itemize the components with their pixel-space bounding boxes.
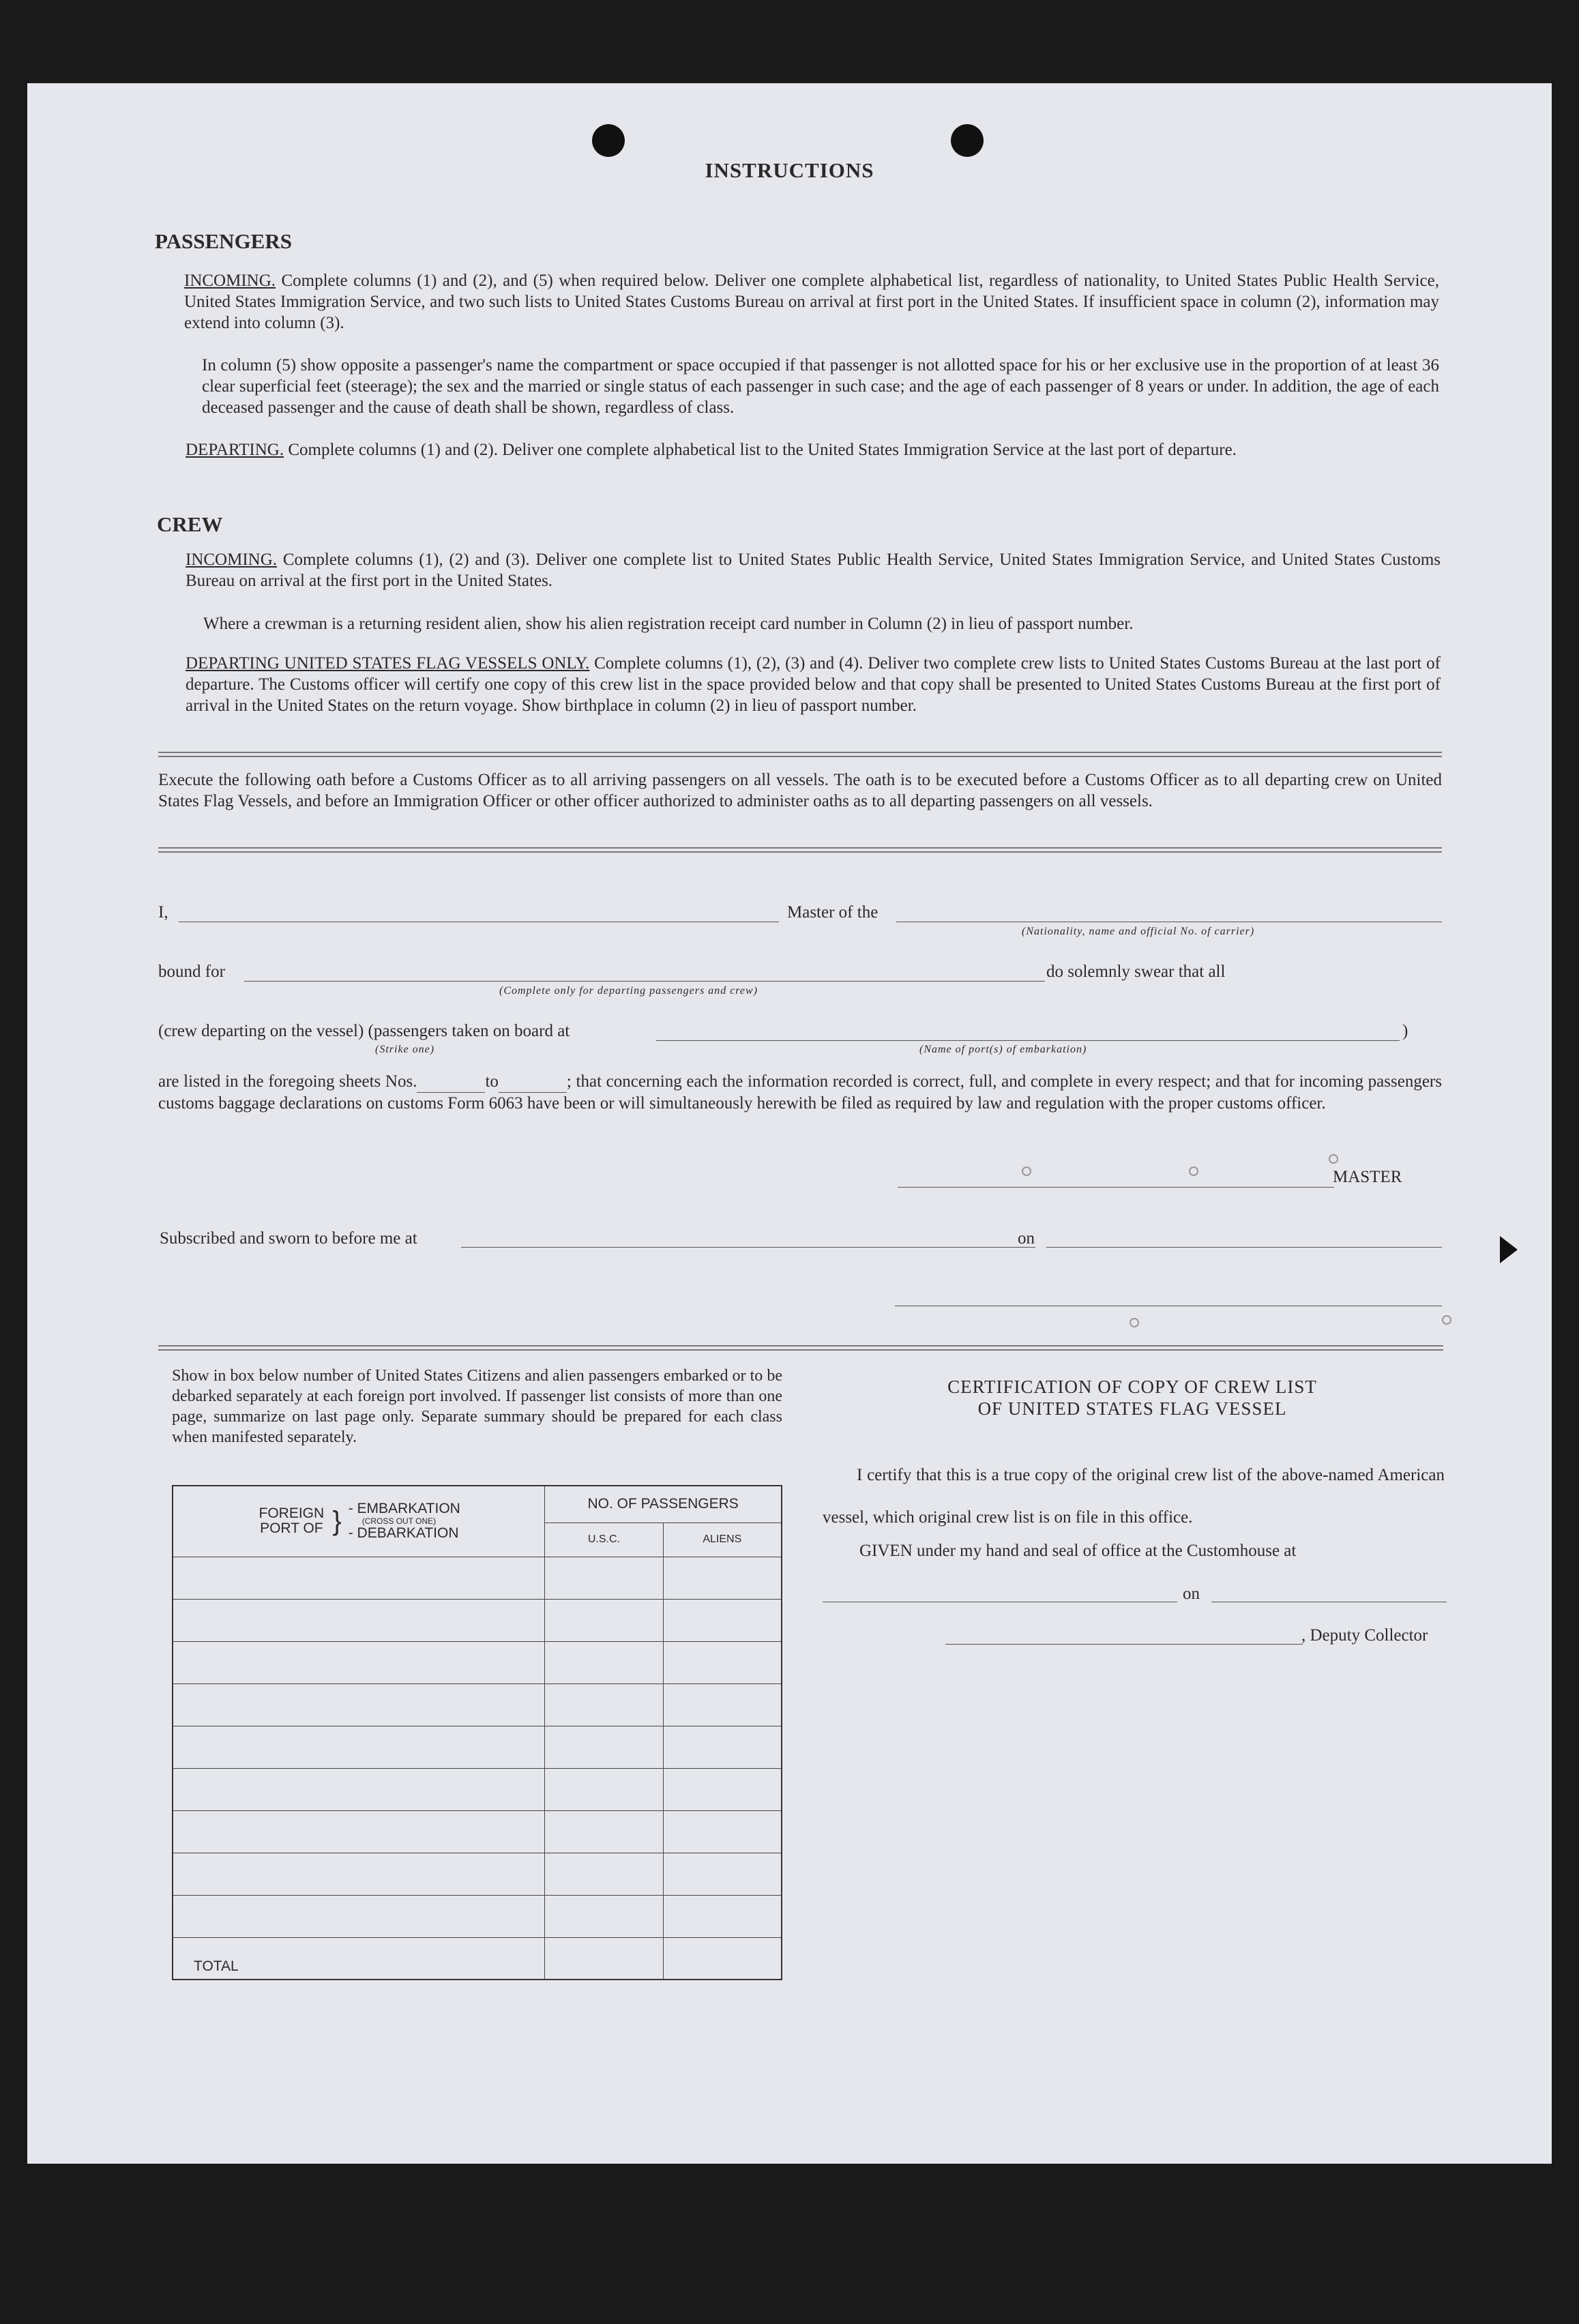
subscribed-label: Subscribed and sworn to before me at	[160, 1229, 417, 1248]
scan-speck	[1130, 1318, 1139, 1327]
deputy-signature-line[interactable]	[945, 1644, 1303, 1645]
passengers-incoming-text: Complete columns (1) and (2), and (5) when required below. Deliver one complete alphabetical list, regardless of nationality, to United States Public Health Service, United States Immigration Service, and two such lists to United States Customs Bureau on arrival at first port in the United States. If insufficient space in column (2), information may extend into column (3).	[184, 271, 1440, 332]
page-title: INSTRUCTIONS	[705, 158, 874, 182]
sheet-from-blank[interactable]	[417, 1071, 485, 1093]
page-edge-marker-icon	[1499, 1235, 1519, 1269]
bound-for-line[interactable]	[244, 981, 1045, 982]
crew-incoming-label: INCOMING.	[186, 550, 278, 569]
table-row[interactable]	[173, 1810, 782, 1853]
embarkation-option[interactable]: - EMBARKATION	[348, 1501, 460, 1517]
scan-speck	[1189, 1166, 1198, 1176]
swear-label: do solemnly swear that all	[1046, 962, 1226, 981]
passengers-departing-text: Complete columns (1) and (2). Deliver one complete alphabetical list to the United States Immigration Service at the last port of departure.	[288, 441, 1237, 459]
table-row[interactable]	[173, 1726, 782, 1768]
section-divider-3	[158, 1345, 1443, 1351]
passengers-departing-label: DEPARTING.	[186, 441, 284, 459]
brace-symbol: }	[332, 1505, 342, 1536]
crew-incoming-text: Complete columns (1), (2) and (3). Deliver one complete list to United States Public Health Service, United States Immigration Service, and United States Customs Bureau on arrival at the first port in the United States.	[186, 550, 1441, 590]
crew-departing-text: Complete columns (1), (2), (3) and (4). Deliver two complete crew lists to United States Customs Bureau at the last port of departure. The Customs officer will certify one copy of this crew list in the space provided below and that copy shall be presented to United States Customs Bureau at the first port of arrival in the United States on the return voyage. Show birthplace in column (2) in lieu of passport number.	[186, 654, 1441, 715]
oath-intro-paragraph: Execute the following oath before a Customs Officer as to all arriving passengers on all vessels. The oath is to be executed before a Customs Officer as to all departing crew on United States Flag Vessels, and before an Immigration Officer or other officer authorized to administer oaths as to all departing passengers on all vessels.	[158, 771, 1442, 810]
table-row[interactable]	[173, 1599, 782, 1641]
crew-departing-paragraph	[186, 653, 1441, 716]
listed-to: to	[485, 1072, 499, 1091]
table-row[interactable]	[173, 1557, 782, 1599]
section-divider-2	[158, 847, 1442, 853]
total-row[interactable]	[173, 1937, 782, 1980]
carrier-caption: (Nationality, name and official No. of carrier)	[1022, 926, 1255, 937]
listed-text-a: are listed in the foregoing sheets Nos.	[158, 1072, 417, 1091]
embarkation-port-caption: (Name of port(s) of embarkation)	[919, 1044, 1087, 1055]
debarkation-option[interactable]: - DEBARKATION	[348, 1525, 459, 1542]
subscribed-on-label: on	[1018, 1229, 1035, 1248]
passengers-incoming-label: INCOMING.	[184, 271, 276, 290]
crew-passengers-label: (crew departing on the vessel) (passengers taken on board at	[158, 1022, 570, 1040]
crew-departing-label: DEPARTING UNITED STATES FLAG VESSELS ONLY.	[186, 654, 590, 673]
scan-speck	[1022, 1166, 1031, 1176]
master-signature-line[interactable]	[898, 1187, 1334, 1188]
sheet-to-blank[interactable]	[499, 1071, 567, 1093]
passengers-heading: PASSENGERS	[155, 229, 292, 253]
section-divider-1	[158, 752, 1442, 757]
master-label: MASTER	[1333, 1168, 1402, 1186]
subscribed-date-line[interactable]	[1046, 1247, 1442, 1248]
foreign-port-header: FOREIGN PORT OF	[259, 1505, 325, 1537]
form-sheet	[27, 83, 1552, 2164]
aliens-header: ALIENS	[663, 1523, 782, 1557]
passengers-column5-paragraph: In column (5) show opposite a passenger's name the compartment or space occupied if that passenger is not allotted space for his or her exclusive use in the proportion of at least 36 clear superficial feet (steerage); the sex and the married or single status of each passenger in such case; and the age of each passenger of 8 years or under. In addition, the age of each deceased passenger and the cause of death shall be shown, regardless of class.	[202, 356, 1439, 417]
listed-paragraph	[158, 1071, 1442, 1114]
bound-for-caption: (Complete only for departing passengers and crew)	[499, 985, 758, 997]
given-paragraph: GIVEN under my hand and seal of office at the Customhouse at	[859, 1542, 1297, 1560]
passenger-summary-table	[172, 1485, 782, 1980]
close-paren: )	[1402, 1022, 1408, 1040]
table-row[interactable]	[173, 1641, 782, 1683]
certification-title-line1: CERTIFICATION OF COPY OF CREW LIST	[947, 1377, 1317, 1397]
summary-instructions: Show in box below number of United States Citizens and alien passengers embarked or to be debarked separately at each foreign port involved. If passenger list consists of more than one page, summarize on last page only. Separate summary should be prepared for each class when manifested separately.	[172, 1367, 782, 1446]
passengers-incoming-paragraph	[184, 270, 1439, 334]
cross-out-note: (CROSS OUT ONE)	[361, 1516, 437, 1527]
certification-on-label: on	[1183, 1585, 1200, 1603]
table-row[interactable]	[173, 1895, 782, 1937]
certification-title	[818, 1376, 1446, 1420]
strike-one-caption: (Strike one)	[375, 1044, 435, 1055]
total-label: TOTAL	[173, 1937, 545, 1980]
deputy-collector-label: , Deputy Collector	[1301, 1626, 1428, 1645]
listed-text-b: ; that concerning each the information recorded is correct, full, and complete in every respect; and that for incoming passengers customs baggage declarations on customs Form 6063 have been or will simultaneously herewith be filed as required by law and regulation with the proper customs officer.	[158, 1072, 1442, 1113]
port-header-cell	[173, 1486, 545, 1557]
passengers-departing-paragraph	[186, 439, 1441, 460]
subscribed-place-line[interactable]	[461, 1247, 1035, 1248]
table-row[interactable]	[173, 1683, 782, 1726]
scan-speck	[1442, 1315, 1451, 1325]
punch-hole-left	[592, 124, 625, 157]
table-row[interactable]	[173, 1768, 782, 1810]
crew-resident-paragraph: Where a crewman is a returning resident alien, show his alien registration receipt card number in Column (2) in lieu of passport number.	[203, 615, 1134, 633]
embark-debark-options	[349, 1501, 460, 1541]
oath-i-label: I,	[158, 903, 168, 922]
scan-speck	[1329, 1154, 1338, 1164]
crew-incoming-paragraph	[186, 549, 1441, 591]
no-of-passengers-header: NO. OF PASSENGERS	[545, 1486, 782, 1523]
crew-heading: CREW	[157, 512, 223, 536]
punch-hole-right	[951, 124, 984, 157]
bound-for-label: bound for	[158, 962, 225, 981]
certification-title-line2: OF UNITED STATES FLAG VESSEL	[977, 1398, 1287, 1419]
master-of-label: Master of the	[787, 903, 879, 922]
certify-paragraph: I certify that this is a true copy of the original crew list of the above-named American vessel, which original crew list is on file in this office.	[823, 1466, 1445, 1527]
embarkation-port-line[interactable]	[656, 1040, 1400, 1041]
table-row[interactable]	[173, 1853, 782, 1895]
usc-header: U.S.C.	[545, 1523, 663, 1557]
